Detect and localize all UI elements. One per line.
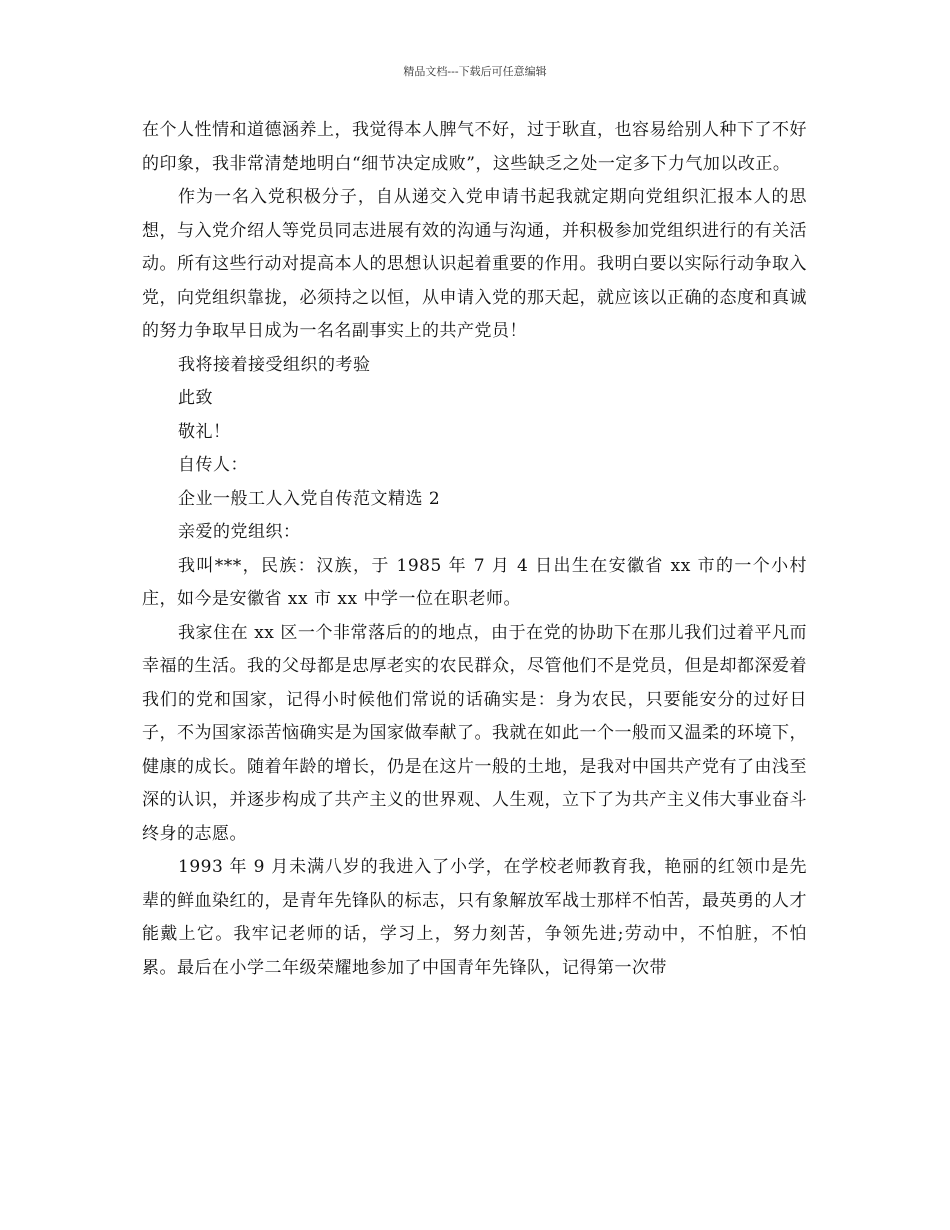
- paragraph-family-background: 我家住在 xx 区一个非常落后的的地点，由于在党的协助下在那儿我们过着平凡而幸福的生活。我的父母都是忠厚老实的农民群众，尽管他们不是党员，但是却都深爱着我们的党和国家，记得小时候他们常说的话确实是：身为农民，只要能安分的过好日子，不为国家添苦恼确实是为国家做奉献了。我就在如此一个一般而又温柔的环境下，健康的成长。随着年龄的增长，仍是在这片一般的土地，是我对中国共产党有了由浅至深的认识，并逐步构成了共产主义的世界观、人生观，立下了为共产主义伟大事业奋斗终身的志愿。: [142, 622, 807, 844]
- paragraph-activist-reports: 作为一名入党积极分子，自从递交入党申请书起我就定期向党组织汇报本人的思想，与入党介绍人等党员同志进展有效的沟通与沟通，并积极参加党组织进行的有关活动。所有这些行动对提高本人的思想认识起着重要的作用。我明白要以实际行动争取入党，向党组织靠拢，必须持之以恒，从申请入党的那天起，就应该以正确的态度和真诚的努力争取早日成为一名名副事实上的共产党员！: [142, 187, 807, 341]
- line-salutation-cizhi: 此致: [178, 388, 213, 408]
- paragraph-primary-school: 1993 年 9 月未满八岁的我进入了小学，在学校老师教育我，艳丽的红领巾是先辈的鲜血染红的，是青年先锋队的标志，只有象解放军战士那样不怕苦，最英勇的人才能戴上它。我牢记老师的话，学习上，努力刻苦，争领先进;劳动中，不怕脏，不怕累。最后在小学二年级荣耀地参加了中国青年先锋队，记得第一次带: [142, 857, 807, 978]
- section-heading: 企业一般工人入党自传范文精选 2: [178, 488, 441, 509]
- line-greeting: 亲爱的党组织：: [178, 522, 301, 542]
- line-accept-test: 我将接着接受组织的考验: [178, 354, 371, 375]
- document-body: [142, 114, 807, 985]
- page-header: 精品文档---下载后可任意编辑: [403, 65, 547, 78]
- paragraph-self-intro: 我叫***，民族：汉族，于 1985 年 7 月 4 日出生在安徽省 xx 市的一个小村庄，如今是安徽省 xx 市 xx 中学一位在职老师。: [142, 555, 807, 609]
- line-salutation-jingli: 敬礼！: [178, 421, 231, 442]
- paragraph-character-self-assessment: 在个人性情和道德涵养上，我觉得本人脾气不好，过于耿直，也容易给别人种下了不好的印象，我非常清楚地明白“细节决定成败”，这些缺乏之处一定多下力气加以改正。: [142, 120, 807, 174]
- line-author-signature: 自传人：: [178, 455, 248, 475]
